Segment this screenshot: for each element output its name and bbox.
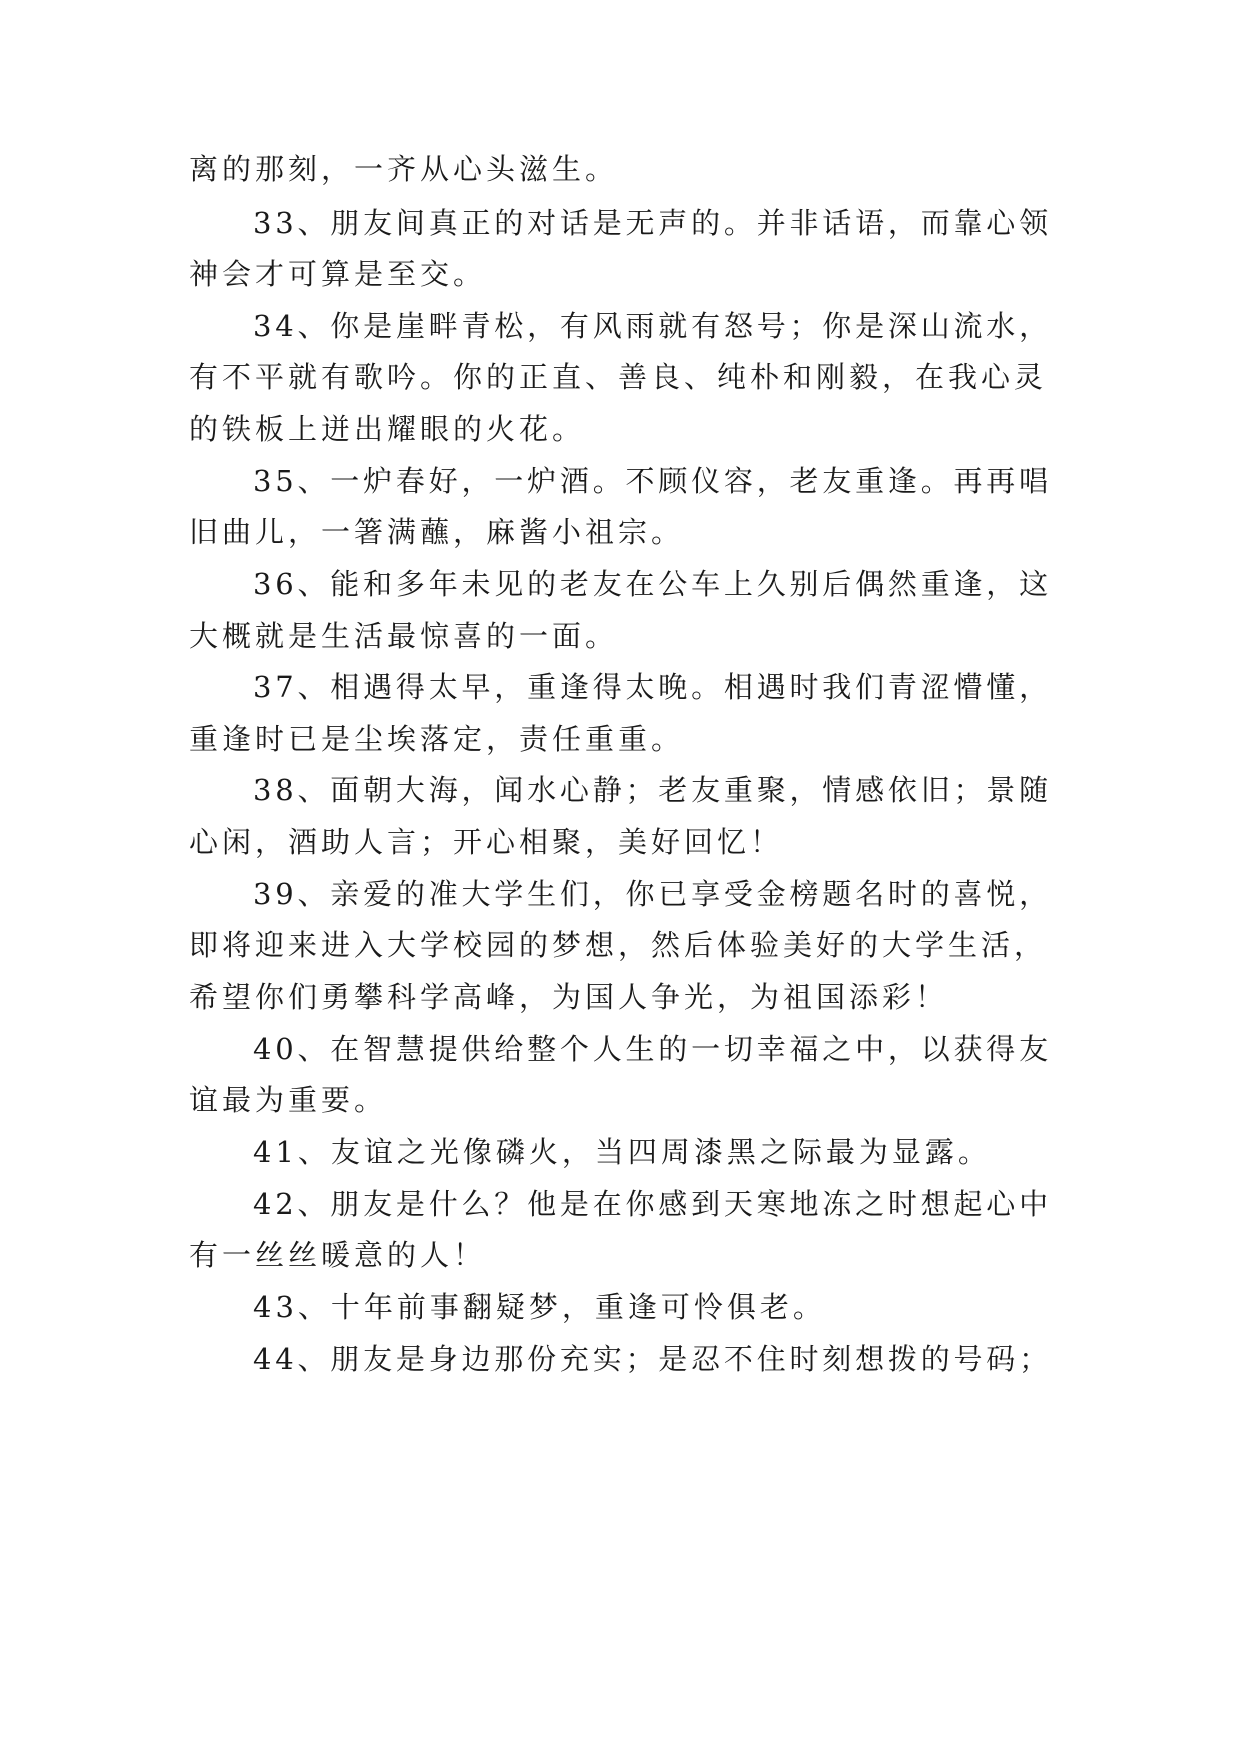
text-line: 神会才可算是至交。: [189, 257, 487, 291]
paragraph-36-line: 36、能和多年未见的老友在公车上久别后偶然重逢，这: [253, 567, 1052, 601]
text-line: 有一丝丝暖意的人！: [189, 1238, 487, 1272]
paragraph-35-line: 35、一炉春好，一炉酒。不顾仪容，老友重逢。再再唱: [253, 464, 1052, 498]
paragraph-38-line: 38、面朝大海，闻水心静；老友重聚，情感依旧；景随: [253, 773, 1052, 807]
paragraph-41-line: 41、友谊之光像磷火，当四周漆黑之际最为显露。: [253, 1135, 991, 1169]
paragraph-42-line: 42、朋友是什么？他是在你感到天寒地冻之时想起心中: [253, 1187, 1052, 1221]
text-line: 旧曲儿，一箸满蘸，麻酱小祖宗。: [189, 515, 685, 549]
paragraph-39-line: 39、亲爱的准大学生们，你已享受金榜题名时的喜悦，: [253, 877, 1052, 911]
text-line: 谊最为重要。: [189, 1083, 388, 1117]
paragraph-40-line: 40、在智慧提供给整个人生的一切幸福之中，以获得友: [253, 1032, 1052, 1066]
paragraph-37-line: 37、相遇得太早，重逢得太晚。相遇时我们青涩懵懂，: [253, 670, 1052, 704]
text-line: 有不平就有歌吟。你的正直、善良、纯朴和刚毅，在我心灵: [189, 360, 1048, 394]
text-line: 心闲，酒助人言；开心相聚，美好回忆！: [189, 825, 784, 859]
text-line: 离的那刻，一齐从心头滋生。: [189, 152, 619, 186]
text-line: 即将迎来进入大学校园的梦想，然后体验美好的大学生活，: [189, 928, 1048, 962]
text-line: 大概就是生活最惊喜的一面。: [189, 619, 619, 653]
paragraph-33-line: 33、朋友间真正的对话是无声的。并非话语，而靠心领: [253, 206, 1052, 240]
paragraph-44-line: 44、朋友是身边那份充实；是忍不住时刻想拨的号码；: [253, 1342, 1052, 1376]
paragraph-34-line: 34、你是崖畔青松，有风雨就有怒号；你是深山流水，: [253, 309, 1052, 343]
text-line: 的铁板上迸出耀眼的火花。: [189, 412, 586, 446]
paragraph-43-line: 43、十年前事翻疑梦，重逢可怜俱老。: [253, 1290, 826, 1324]
text-line: 重逢时已是尘埃落定，责任重重。: [189, 722, 685, 756]
text-line: 希望你们勇攀科学高峰，为国人争光，为祖国添彩！: [189, 980, 949, 1014]
